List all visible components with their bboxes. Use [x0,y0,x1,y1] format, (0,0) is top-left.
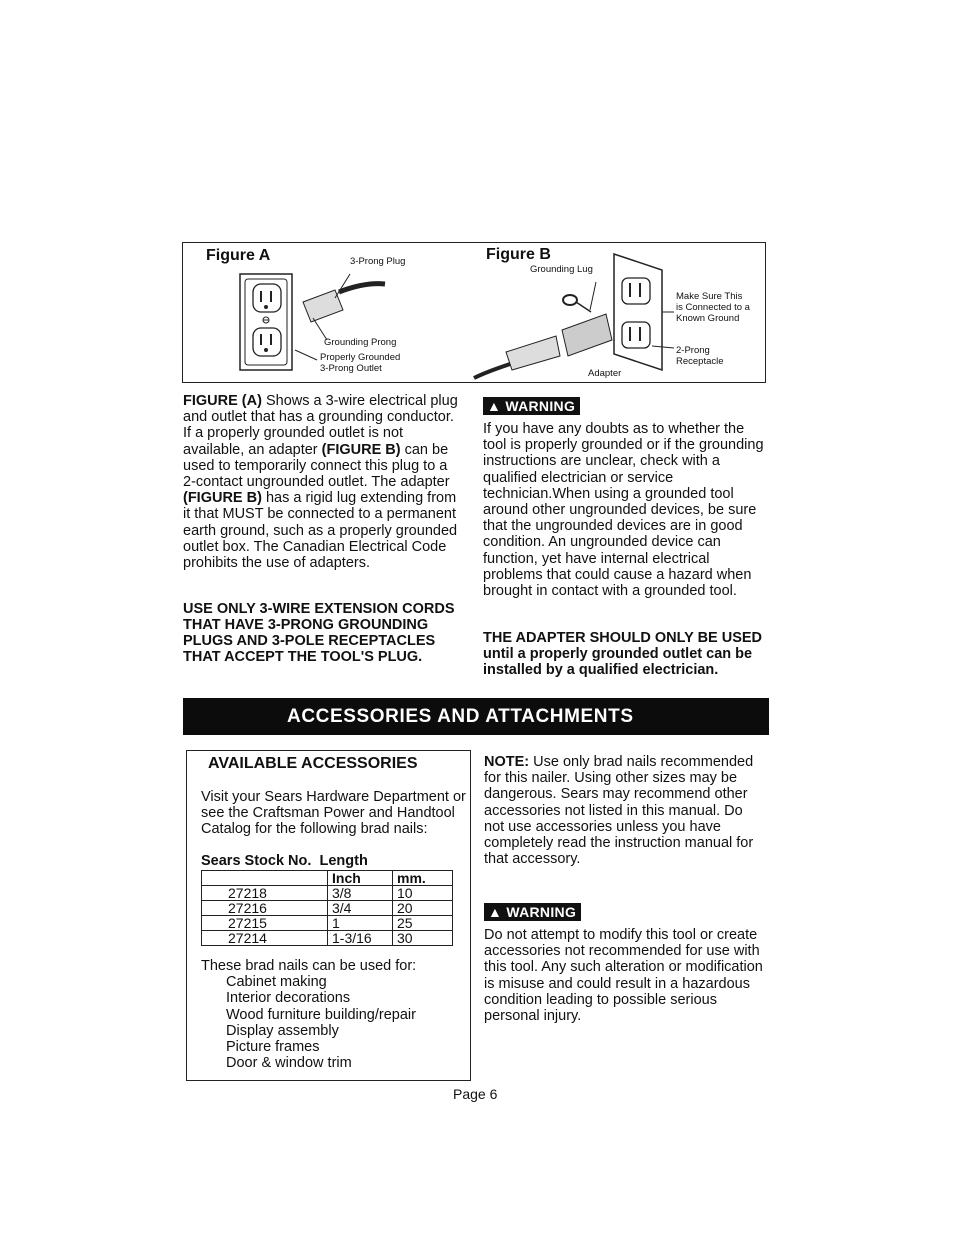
uses-intro: These brad nails can be used for: [201,958,417,974]
section-banner: ACCESSORIES AND ATTACHMENTS [183,698,769,735]
list-item: Interior decorations [226,990,351,1007]
accessories-heading: AVAILABLE ACCESSORIES [208,755,418,772]
figure-a-outlet-label-2: 3-Prong Outlet [320,363,382,374]
figure-b-title: Figure B [486,246,551,263]
table-header-row [202,871,453,886]
figure-a-lead: FIGURE (A) [183,393,262,409]
extension-cord-notice: USE ONLY 3-WIRE EXTENSION CORDS THAT HAVE 3-PRONG GROUNDING PLUGS AND 3-POLE RECEPTACLES THAT ACCEPT THE TOOL'S PLUG. [183,601,455,665]
list-item: Door & window trim [226,1055,352,1072]
list-item: Cabinet making [226,974,327,991]
table-row: 27218 3/8 10 [202,886,453,901]
figure-b-make-label-1: Make Sure This [676,291,743,302]
table-row: 27215 1 25 [202,916,453,931]
grounding-warning-text: If you have any doubts as to whether the tool is properly grounded or if the grounding instructions are unclear, check with a qualified electrician or service technician.When using a grounded tool around other ungrounded devices, be sure that the ungrounded devices are in good condition. An ungrounded device can function, yet have internal electrical problems that could cause a hazard when brought in contact with a grounded tool. [483,421,764,600]
table-row: 27214 1-3/16 30 [202,931,453,946]
figure-b-make-label-2: is Connected to a [676,302,750,313]
adapter-notice: THE ADAPTER SHOULD ONLY BE USED until a properly grounded outlet can be installed by a qualified electrician. [483,630,763,678]
accessories-intro: Visit your Sears Hardware Department or see the Craftsman Power and Handtool Catalog for the following brad nails: [201,789,466,838]
warning-badge-1: ▲ WARNING [483,397,580,416]
page-number: Page 6 [453,1086,498,1102]
modification-warning-text: Do not attempt to modify this tool or create accessories not recommended for use with this tool. Any such alteration or modification is misuse and could result in a hazardous condition leading to possible serious personal injury. [484,927,763,1025]
figure-b-make-label-3: Known Ground [676,313,740,324]
list-item: Picture frames [226,1039,320,1056]
list-item: Display assembly [226,1022,339,1039]
uses-list [201,958,466,1071]
col-inch: Inch [328,871,393,886]
figure-a-outlet-label-1: Properly Grounded [320,352,401,363]
figure-b-recept-label-1: 2-Prong [676,345,710,356]
col-mm: mm. [393,871,453,886]
list-item: Wood furniture building/repair [226,1006,416,1023]
figure-a-plug-label: 3-Prong Plug [350,256,406,267]
figure-b-adapter-label: Adapter [588,368,622,379]
brad-nail-table [201,870,453,946]
warning-triangle-icon: ▲ [488,904,503,920]
table-label: Sears Stock No. Length [201,853,368,869]
warning-triangle-icon: ▲ [487,398,502,414]
note-lead: NOTE: [484,754,530,770]
figure-b-recept-label-2: Receptacle [676,356,724,367]
figure-a-prong-label: Grounding Prong [324,337,397,348]
note-paragraph: NOTE: Use only brad nails recommended for this nailer. Using other sizes may be dangerous. Sears may recommend other accessories not listed in this manual. Do not use accessories unless you have completely read the instruction manual for that accessory. [484,754,754,868]
table-row: 27216 3/4 20 [202,901,453,916]
warning-badge-2: ▲ WARNING [484,903,581,922]
figure-a-title: Figure A [206,247,271,264]
adapter-illustration [466,252,676,380]
figure-b-lug-label: Grounding Lug [530,264,593,275]
grounding-paragraph: FIGURE (A) Shows a 3-wire electrical plug and outlet that has a grounding conductor. If a properly grounded outlet is not available, an adapter (FIGURE B) can be used to temporarily connect this plug to a 2-contact ungrounded outlet. The adapter (FIGURE B) has a rigid lug extending from it that MUST be connected to a permanent earth ground, such as a properly grounded outlet box. The Canadian Electrical Code prohibits the use of adapters. [183,393,458,572]
